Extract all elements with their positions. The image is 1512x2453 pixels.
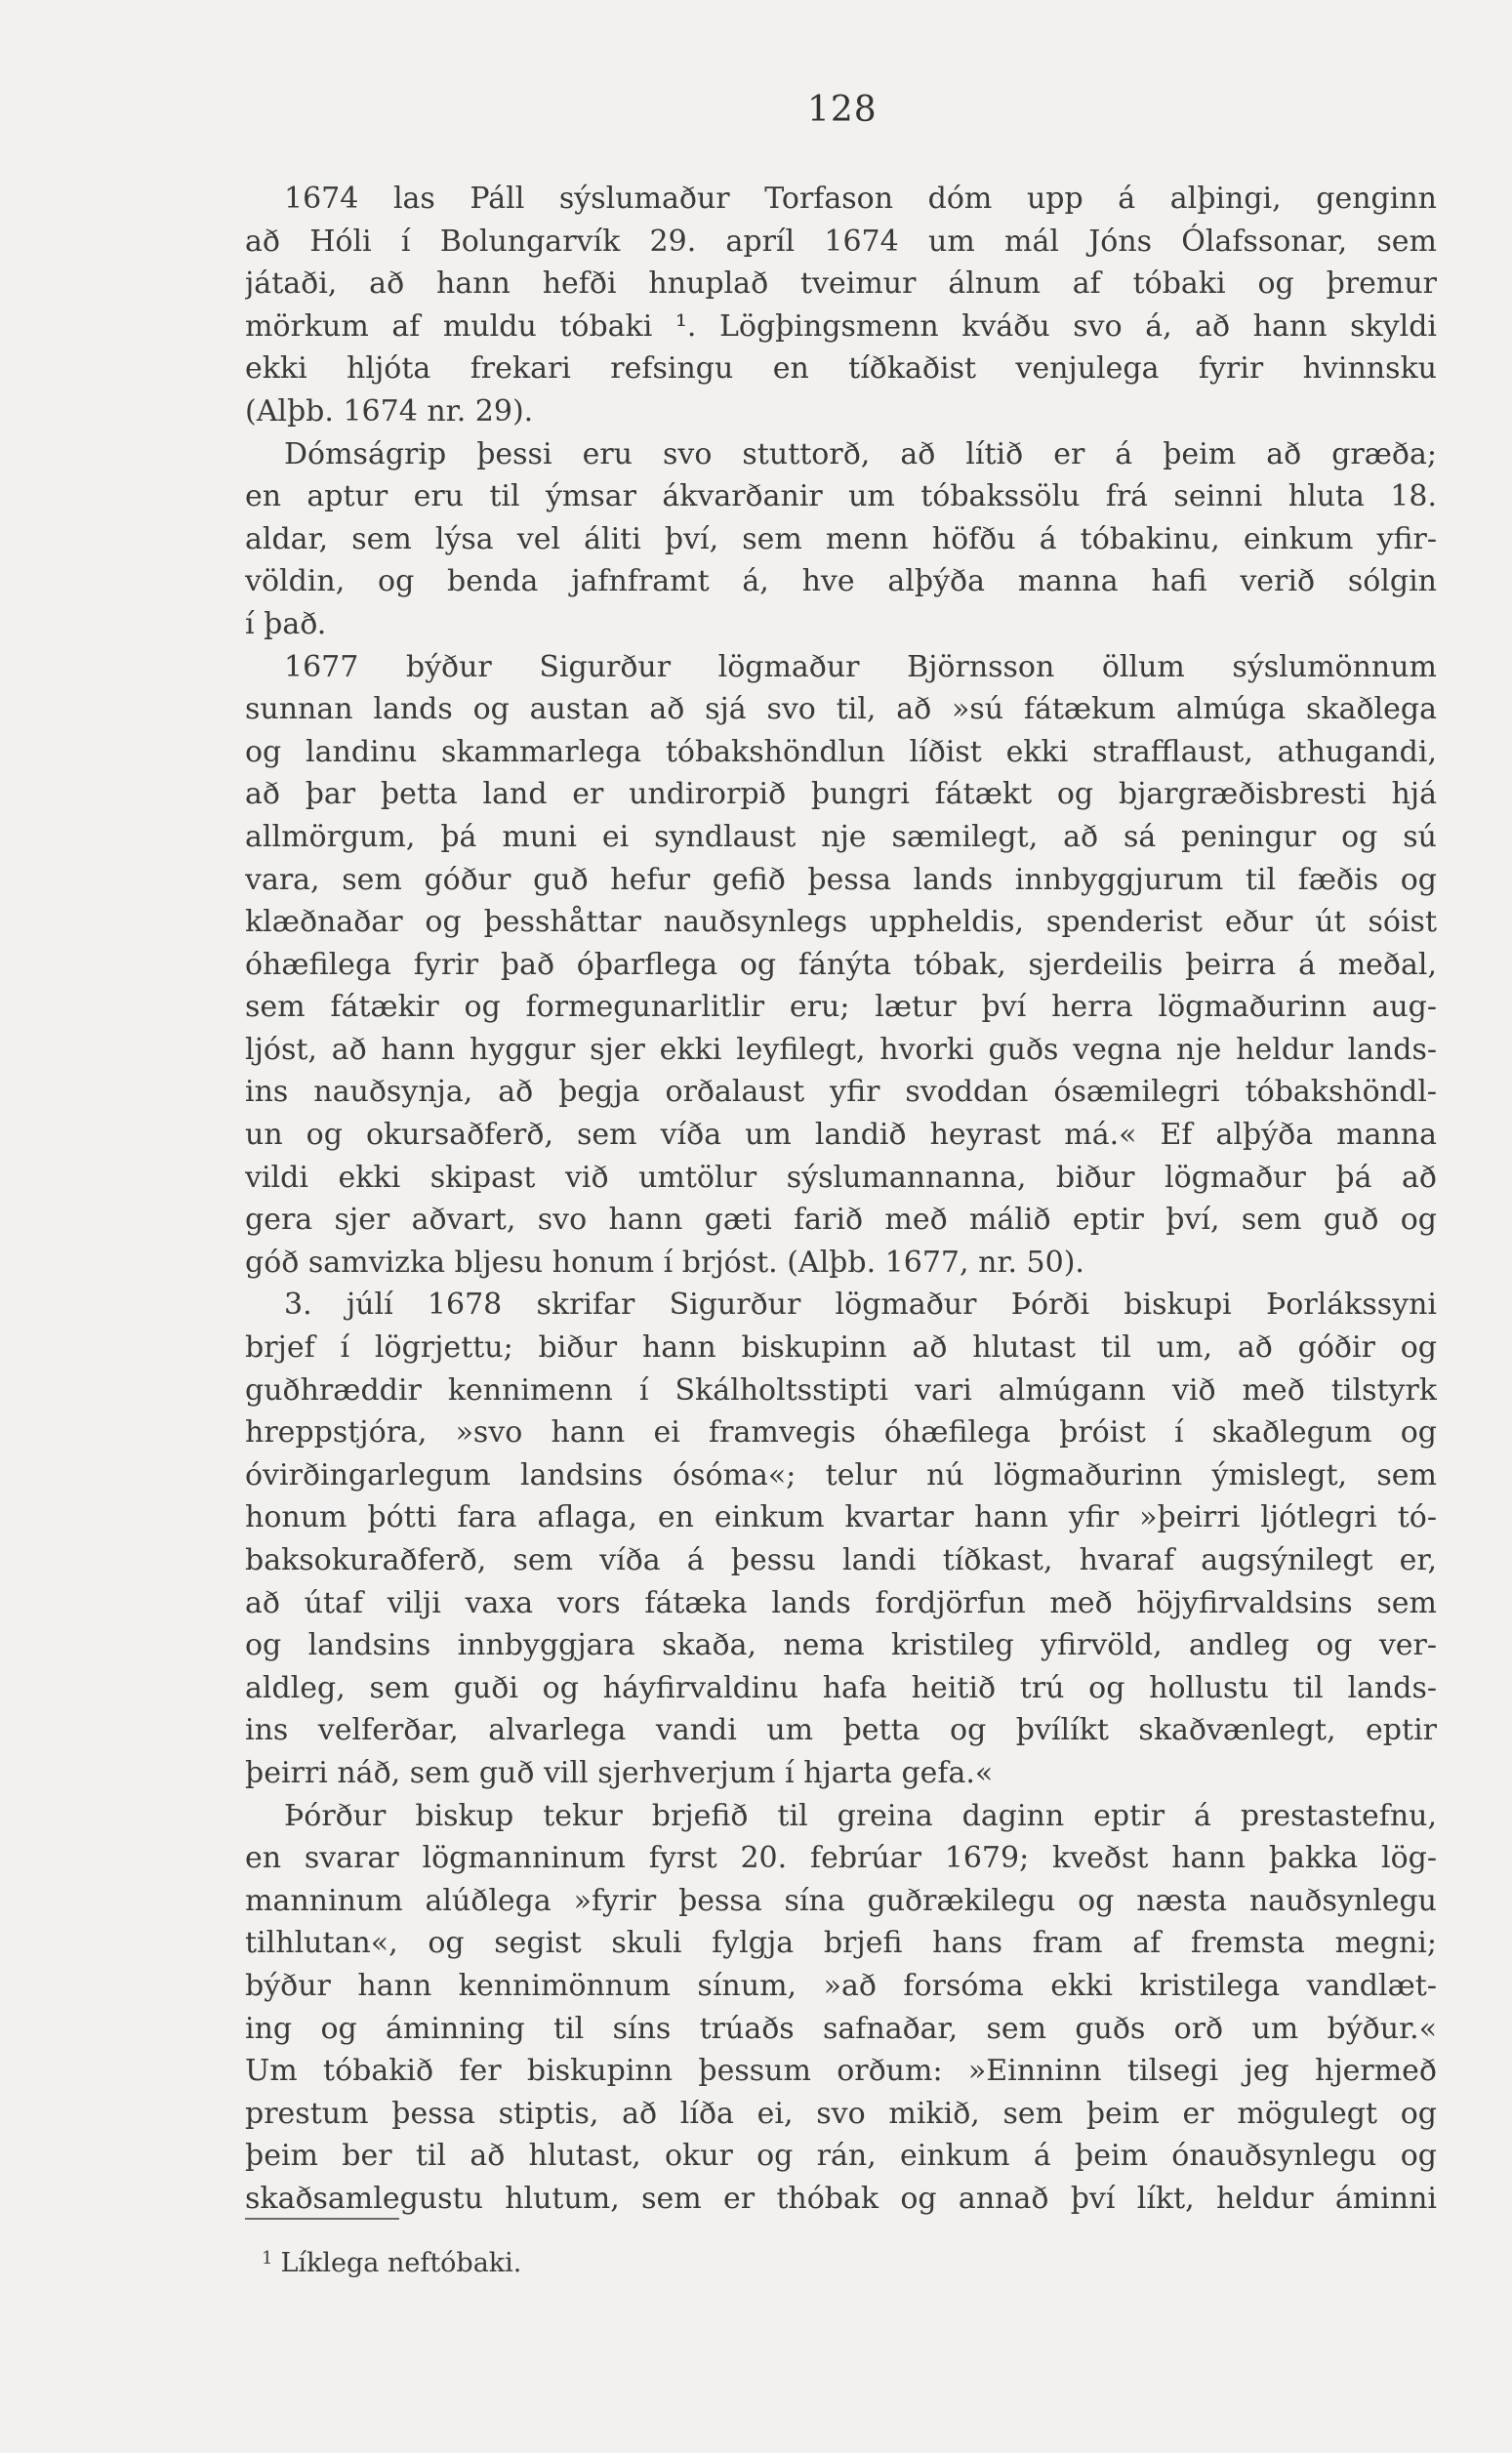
text-line: (Alþb. 1674 nr. 29). (245, 393, 534, 429)
text-line: aldleg, sem guði og háyfirvaldinu hafa heitið trú og hollustu til lands- (245, 1670, 1437, 1705)
text-line: ljóst, að hann hyggur sjer ekki leyfilegt, hvorki guðs vegna nje heldur lands- (245, 1032, 1437, 1067)
text-line: og landsins innbyggjara skaða, nema kristileg yfirvöld, andleg og ver- (245, 1628, 1437, 1663)
text-line: honum þótti fara aflaga, en einkum kvartar hann yfir »þeirri ljótlegri tó- (245, 1500, 1437, 1535)
text-line: en svarar lögmanninum fyrst 20. febrúar 1679; kveðst hann þakka lög- (245, 1841, 1437, 1876)
text-line: klæðnaðar og þesshåttar nauðsynlegs uppheldis, spenderist eður út sóist (245, 905, 1437, 940)
text-line: tilhlutan«, og segist skuli fylgja brjefi hans fram af fremsta megni; (245, 1926, 1437, 1961)
page-number: 128 (807, 90, 878, 130)
text-line: allmörgum, þá muni ei syndlaust nje sæmilegt, að sá peningur og sú (245, 819, 1437, 854)
text-line: býður hann kennimönnum sínum, »að forsóma ekki kristilega vandlæt- (245, 1968, 1437, 2003)
footnote-text: Líklega neftóbaki. (280, 2248, 522, 2278)
text-line: 3. júlí 1678 skrifar Sigurður lögmaður Þórði biskupi Þorlákssyni (284, 1288, 1437, 1323)
text-line: brjef í lögrjettu; biður hann biskupinn að hlutast til um, að góðir og (245, 1330, 1437, 1366)
text-line: óvirðingarlegum landsins ósóma«; telur nú lögmaðurinn ýmislegt, sem (245, 1457, 1437, 1492)
body-text (245, 178, 1437, 2221)
text-line: ekki hljóta frekari refsingu en tíðkaðist venjulega fyrir hvinnsku (245, 351, 1437, 387)
text-line: 1677 býður Sigurður lögmaður Björnsson öllum sýslumönnum (284, 649, 1437, 684)
text-line: í það. (245, 606, 327, 641)
text-line: baksokuraðferð, sem víða á þessu landi tíðkast, hvaraf augsýnilegt er, (245, 1543, 1437, 1577)
text-line: mörkum af muldu tóbaki ¹. Lögþingsmenn kváðu svo á, að hann skyldi (245, 308, 1437, 344)
text-line: gera sjer aðvart, svo hann gæti farið með málið eptir því, sem guð og (245, 1203, 1437, 1238)
footnote-divider (245, 2218, 399, 2220)
text-line: en aptur eru til ýmsar ákvarðanir um tóbakssölu frá seinni hluta 18. (245, 479, 1437, 514)
text-line: ing og áminning til síns trúaðs safnaðar, sem guðs orð um býður.« (245, 2011, 1437, 2046)
text-line: Þórður biskup tekur brjefið til greina daginn eptir á prestastefnu, (284, 1798, 1437, 1833)
text-line: góð samvizka bljesu honum í brjóst. (Alþb. 1677, nr. 50). (245, 1245, 1084, 1280)
footnote (262, 2241, 521, 2281)
text-line: þeirri náð, sem guð vill sjerhverjum í hjarta gefa.« (245, 1755, 994, 1790)
text-line: sunnan lands og austan að sjá svo til, að »sú fátækum almúga skaðlega (245, 692, 1437, 727)
text-line: játaði, að hann hefði hnuplað tveimur álnum af tóbaki og þremur (245, 266, 1437, 302)
text-line: manninum alúðlega »fyrir þessa sína guðrækilegu og næsta nauðsynlegu (245, 1883, 1437, 1918)
text-line: völdin, og benda jafnframt á, hve alþýða manna hafi verið sólgin (245, 564, 1437, 599)
text-line: þeim ber til að hlutast, okur og rán, einkum á þeim ónauðsynlegu og (245, 2139, 1437, 2174)
text-line: ins velferðar, alvarlega vandi um þetta og þvílíkt skaðvænlegt, eptir (245, 1713, 1437, 1748)
text-line: óhæfilega fyrir það óþarflega og fánýta tóbak, sjerdeilis þeirra á meðal, (245, 947, 1437, 982)
text-line: Um tóbakið fer biskupinn þessum orðum: »Einninn tilsegi jeg hjermeð (245, 2054, 1437, 2089)
text-line: vara, sem góður guð hefur gefið þessa lands innbyggjurum til fæðis og (245, 862, 1437, 897)
text-line: sem fátækir og formegunarlitlir eru; lætur því herra lögmaðurinn aug- (245, 990, 1437, 1025)
text-line: ins nauðsynja, að þegja orðalaust yfir svoddan ósæmilegri tóbakshöndl- (245, 1075, 1437, 1110)
text-line: og landinu skammarlega tóbakshöndlun líðist ekki strafflaust, athugandi, (245, 734, 1437, 769)
text-line: að útaf vilji vaxa vors fátæka lands fordjörfun með höjyfirvaldsins sem (245, 1585, 1437, 1620)
text-line: guðhræddir kennimenn í Skálholtsstipti vari almúgann við með tilstyrk (245, 1372, 1437, 1408)
text-line: aldar, sem lýsa vel áliti því, sem menn höfðu á tóbakinu, einkum yfir- (245, 521, 1437, 556)
text-line: að Hóli í Bolungarvík 29. apríl 1674 um mál Jóns Ólafssonar, sem (245, 224, 1437, 259)
text-line: Dómságrip þessi eru svo stuttorð, að lítið er á þeim að græða; (284, 436, 1437, 471)
text-line: 1674 las Páll sýslumaður Torfason dóm upp á alþingi, genginn (284, 182, 1437, 216)
text-line: un og okursaðferð, sem víða um landið heyrast má.« Ef alþýða manna (245, 1118, 1437, 1153)
text-line: prestum þessa stiptis, að líða ei, svo mikið, sem þeim er mögulegt og (245, 2096, 1437, 2131)
text-line: skaðsamlegustu hlutum, sem er thóbak og annað því líkt, heldur áminni (245, 2181, 1437, 2216)
text-line: vildi ekki skipast við umtölur sýslumannanna, biður lögmaður þá að (245, 1160, 1437, 1195)
text-line: hreppstjóra, »svo hann ei framvegis óhæfilega þróist í skaðlegum og (245, 1415, 1437, 1451)
footnote-marker: 1 (262, 2248, 273, 2269)
text-line: að þar þetta land er undirorpið þungri fátækt og bjargræðisbresti hjá (245, 777, 1437, 812)
